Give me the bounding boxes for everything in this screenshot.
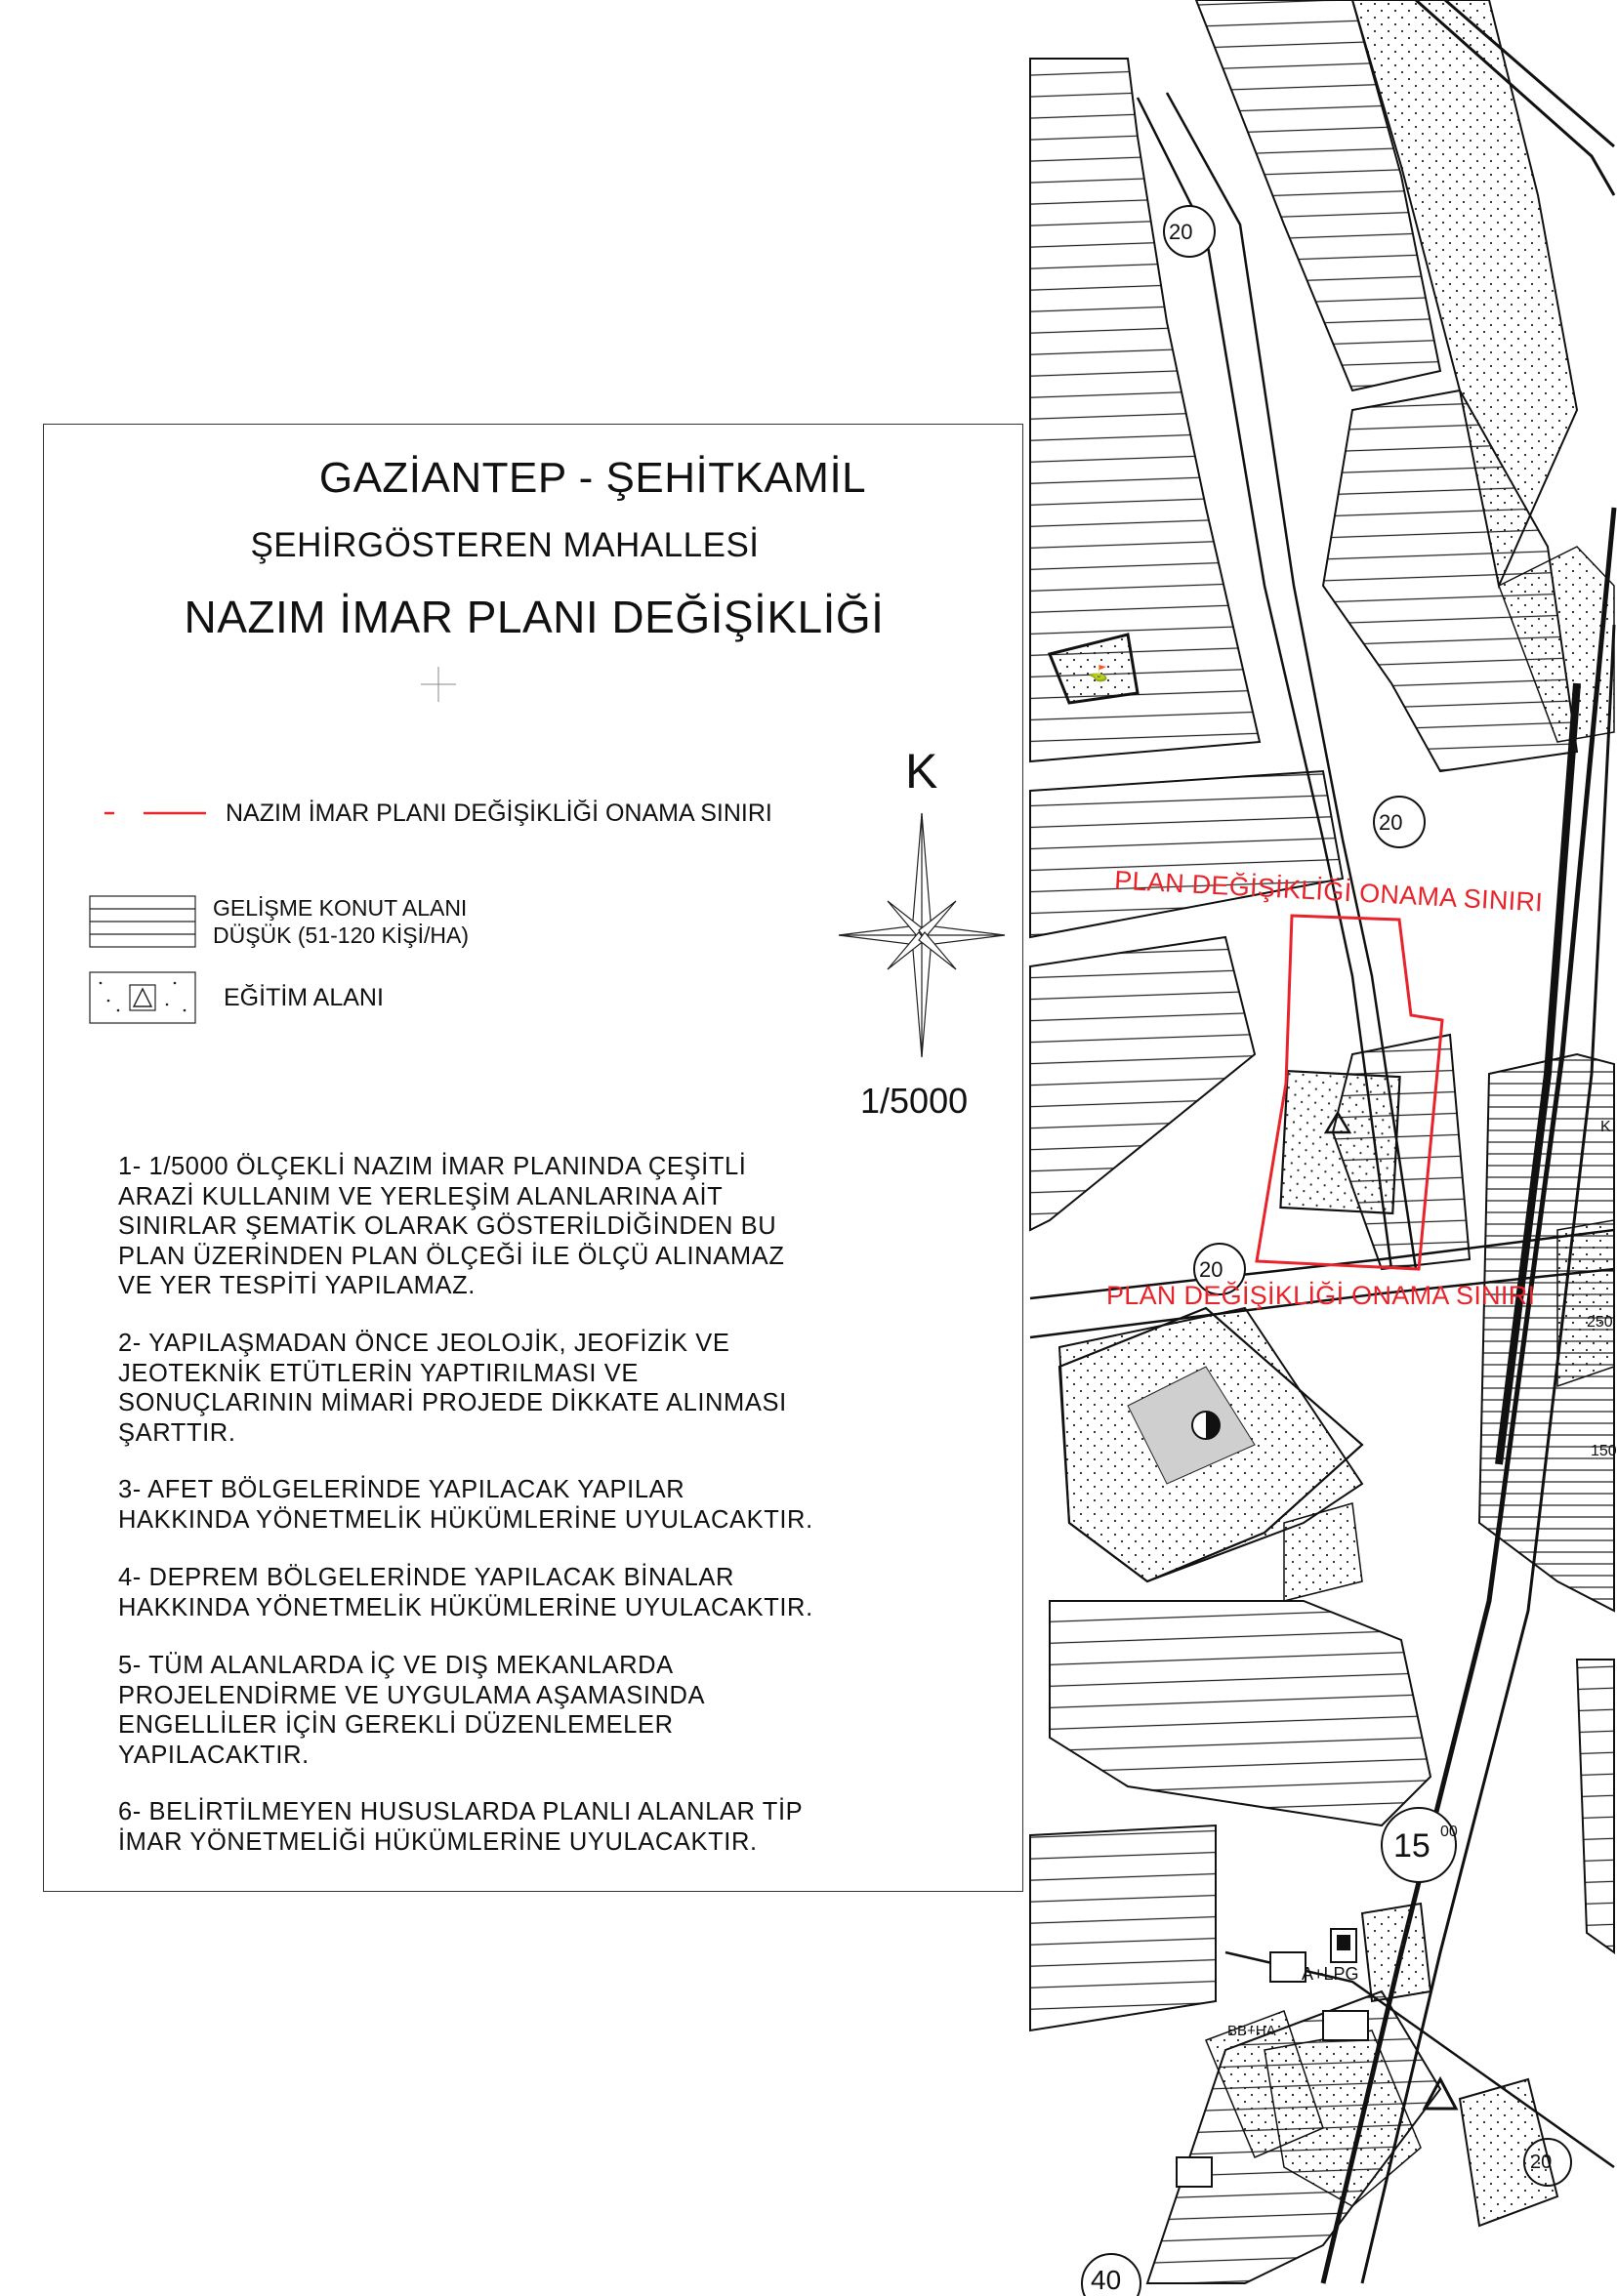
road-width-superscript: 00 (1440, 1824, 1458, 1840)
scale-label: 1/5000 (860, 1081, 969, 1121)
road-width-label: 15 (1393, 1827, 1430, 1865)
compass-rose-icon (839, 813, 1005, 1057)
legend-residential-line2: DÜŞÜK (51-120 KİŞİ/HA) (213, 922, 470, 948)
road-width-label: 20 (1199, 1257, 1223, 1282)
map-area (1030, 0, 1617, 2295)
legend-education-label: EĞİTİM ALANI (224, 984, 384, 1011)
title-plan: NAZIM İMAR PLANI DEĞİŞİKLİĞİ (184, 592, 885, 642)
road-width-label: 20 (1169, 220, 1193, 244)
title-city: GAZİANTEP - ŞEHİTKAMİL (318, 454, 867, 502)
road-width-label: 20 (1530, 2152, 1553, 2173)
north-label: K (905, 744, 938, 799)
boundary-label-top: PLAN DEĞİŞİKLİĞİ ONAMA SINIRI (1113, 865, 1544, 918)
note-1: 1- 1/5000 ÖLÇEKLİ NAZIM İMAR PLANINDA ÇEŞİTLİ ARAZİ KULLANIM VE YERLEŞİM ALANLARINA AİT SINIRLAR ŞEMATİK OLARAK GÖSTERİLDİĞİNDEN BU PLAN ÜZERİNDEN PLAN ÖLÇEĞİ İLE ÖLÇÜ ALINAMAZ VE YER TESPİTİ YAPILAMAZ. (118, 1153, 785, 1299)
station-label: A+LPG (1302, 1964, 1359, 1984)
education-area-icon (89, 971, 196, 1024)
legend-residential-line1: GELİŞME KONUT ALANI (213, 895, 468, 921)
edge-number: 250 (1587, 1314, 1613, 1331)
map-drawing (1030, 0, 1614, 2283)
bbha-label: BB+HA (1227, 2023, 1276, 2039)
residential-hatch-icon (89, 895, 196, 948)
legend-panel (43, 424, 1023, 1892)
crosshair-icon (419, 665, 458, 704)
map-k-label: K (1600, 1119, 1611, 1135)
note-5: 5- TÜM ALANLARDA İÇ VE DIŞ MEKANLARDA PROJELENDİRME VE UYGULAMA AŞAMASINDA ENGELLİLER İÇİN GEREKLİ DÜZENLEMELER YAPILACAKTIR. (118, 1652, 706, 1769)
edge-number: 150 (1591, 1443, 1617, 1459)
note-6: 6- BELİRTİLMEYEN HUSUSLARDA PLANLI ALANLAR TİP İMAR YÖNETMELİĞİ HÜKÜMLERİNE UYULACAKTIR. (118, 1798, 804, 1856)
note-3: 3- AFET BÖLGELERİNDE YAPILACAK YAPILAR HAKKINDA YÖNETMELİK HÜKÜMLERİNE UYULACAKTIR. (118, 1476, 813, 1534)
road-width-label: 40 (1091, 2265, 1122, 2295)
title-district: ŞEHİRGÖSTEREN MAHALLESİ (250, 526, 760, 564)
road-width-label: 20 (1379, 810, 1403, 835)
svg-text:⛳: ⛳ (1089, 666, 1108, 682)
note-4: 4- DEPREM BÖLGELERİNDE YAPILACAK BİNALAR HAKKINDA YÖNETMELİK HÜKÜMLERİNE UYULACAKTIR. (118, 1564, 813, 1621)
legend-boundary-label: NAZIM İMAR PLANI DEĞİŞİKLİĞİ ONAMA SINIRI (226, 800, 772, 827)
boundary-label-bottom: PLAN DEĞİŞİKLİĞİ ONAMA SINIRI (1106, 1281, 1536, 1310)
boundary-line-icon (103, 808, 210, 818)
note-2: 2- YAPILAŞMADAN ÖNCE JEOLOJİK, JEOFİZİK VE JEOTEKNİK ETÜTLERİN YAPTIRILMASI VE SONUÇLARININ MİMARİ PROJEDE DİKKATE ALINMASI ŞARTTIR. (118, 1330, 787, 1447)
